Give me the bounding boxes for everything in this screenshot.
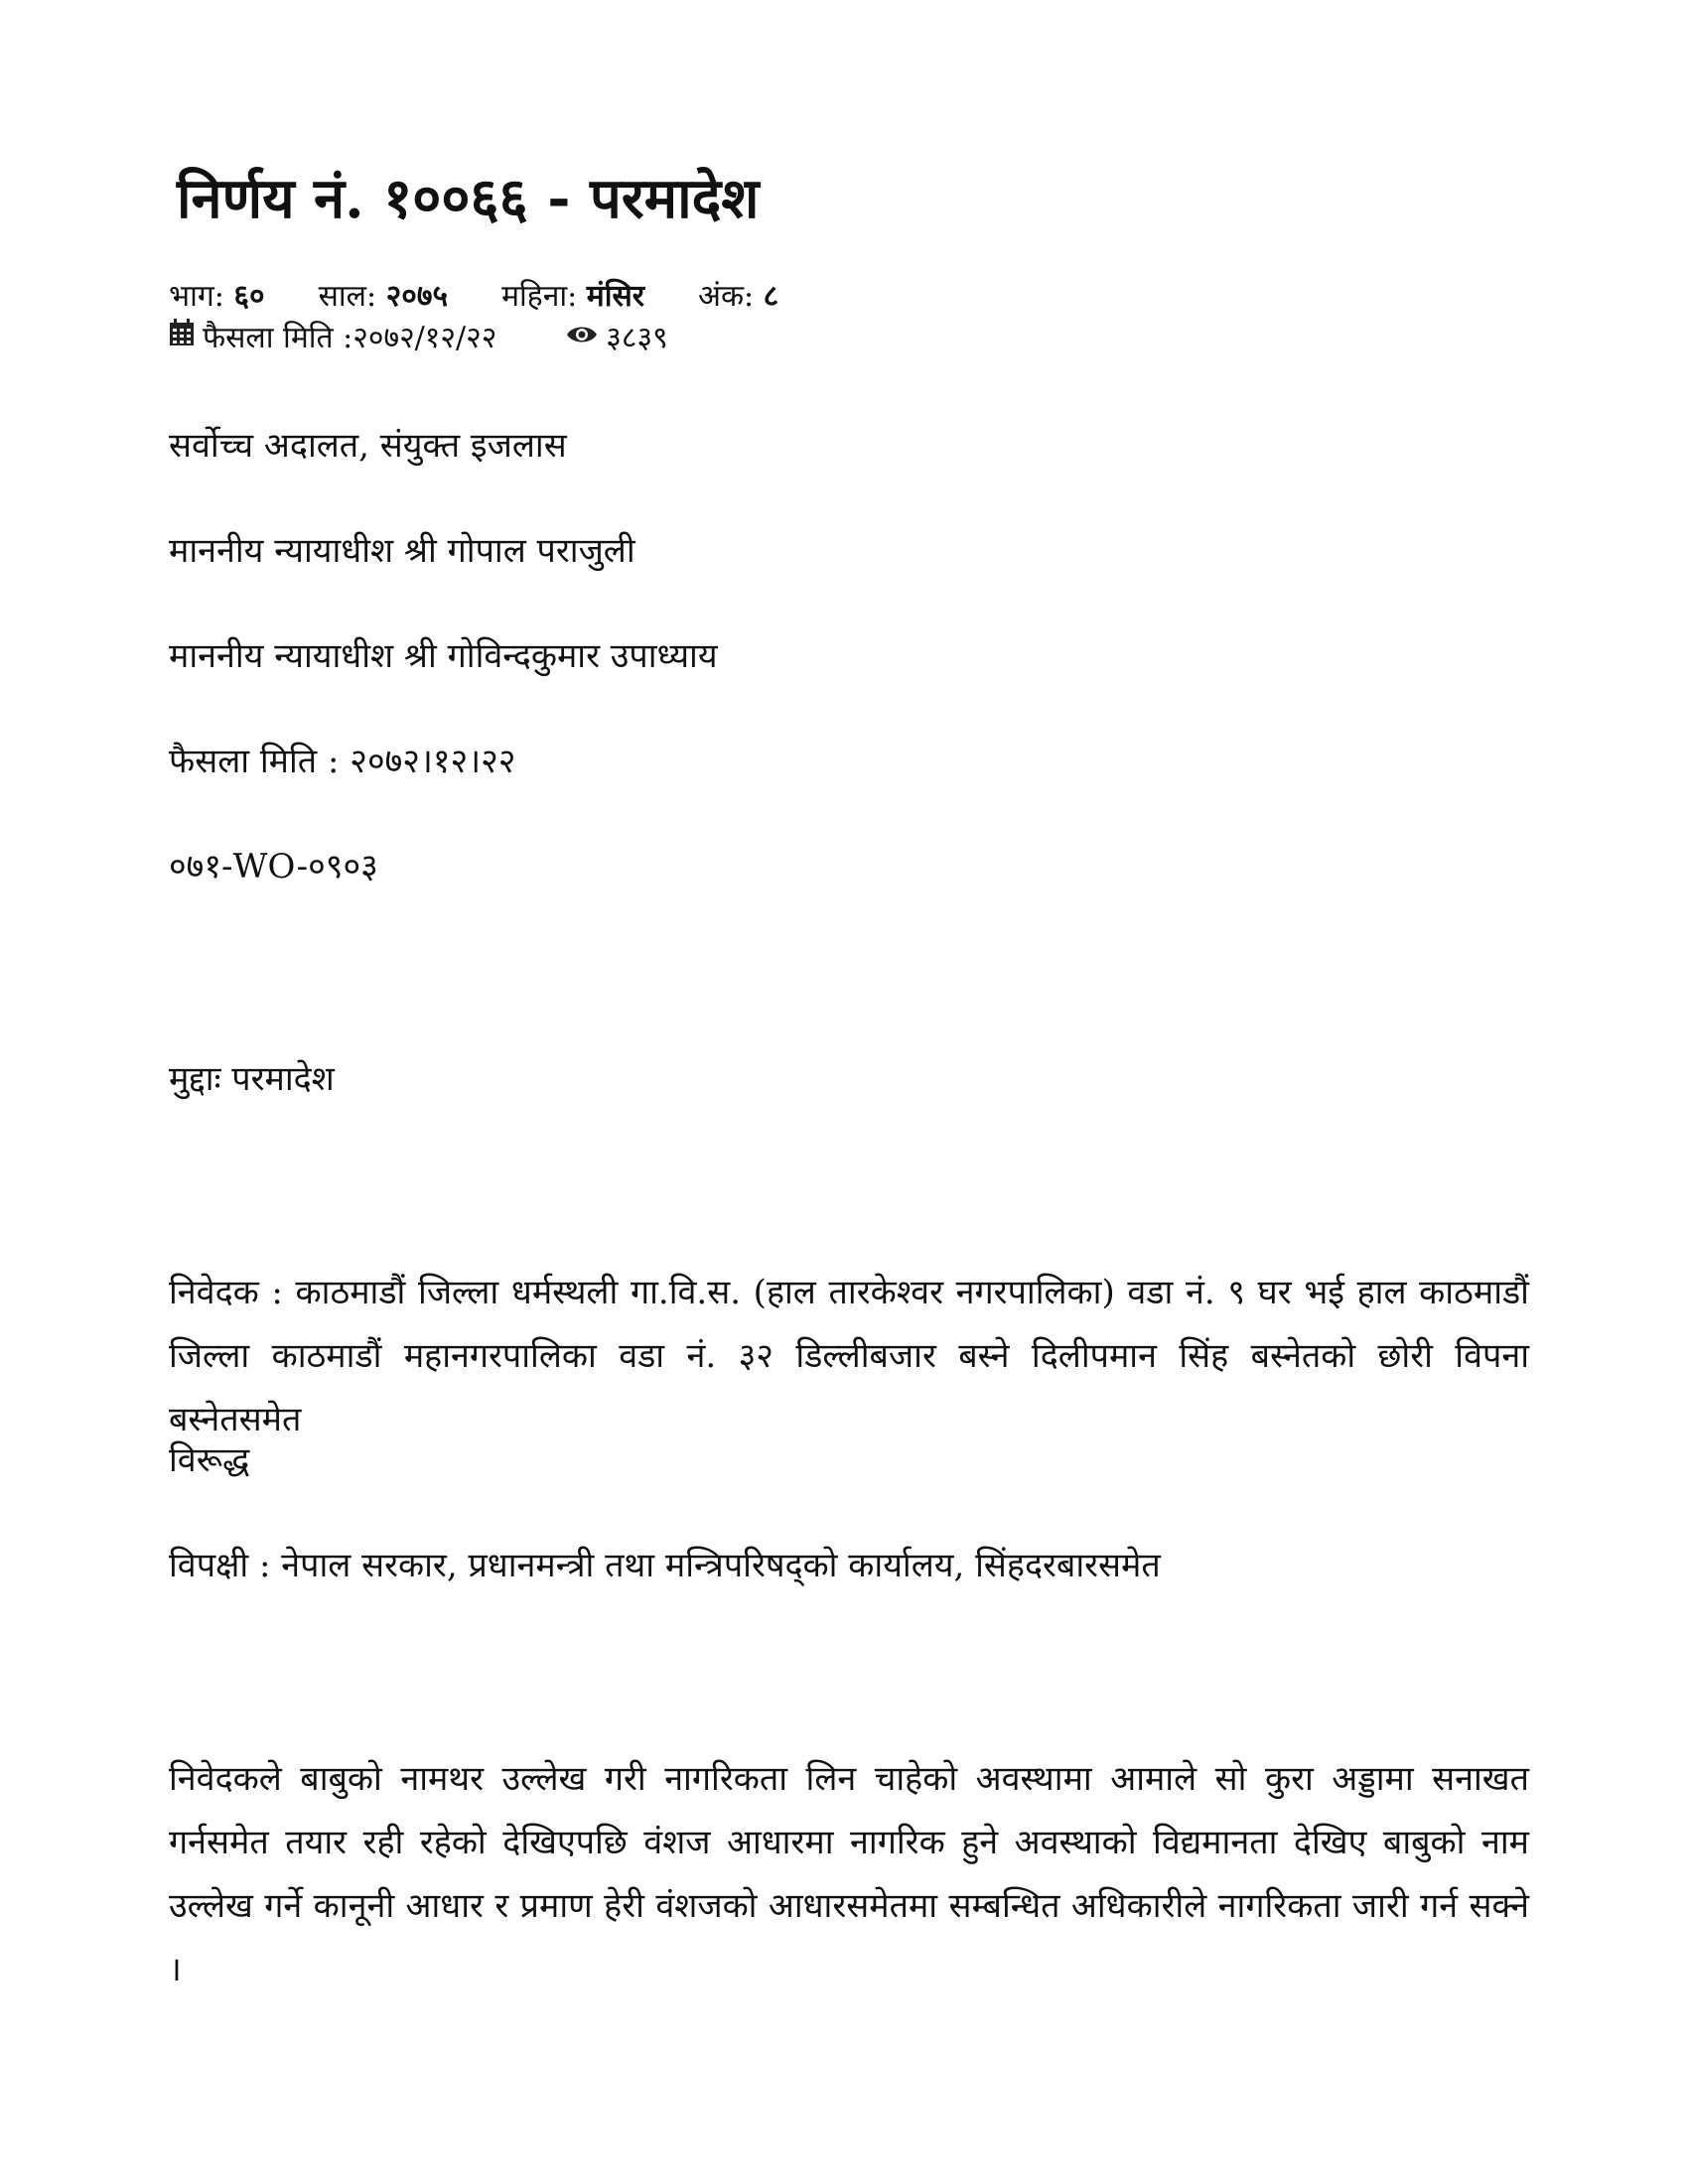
meta-row: [169, 274, 778, 315]
decision-date-line: फैसला मिति : २०७२।१२।२२: [169, 742, 516, 781]
month-label: महिना:: [501, 279, 578, 314]
part-label: भाग:: [169, 279, 224, 314]
year-value: २०७५: [385, 279, 449, 314]
petitioner-paragraph: निवेदक : काठमाडौं जिल्ला धर्मस्थली गा.वि.स. (हाल तारकेश्वर नगरपालिका) वडा नं. ९ घर भई हाल काठमाडौं जिल्ला काठमाडौं महानगरपालिका वडा नं. ३२ डिल्लीबजार बस्ने दिलीपमान सिंह बस्नेतको छोरी विपना बस्नेतसमेत: [169, 1273, 1529, 1439]
versus-label: विरूद्ध: [169, 1440, 250, 1480]
views-meta: [566, 316, 667, 356]
issue-field: [698, 274, 778, 315]
calendar-icon: [169, 319, 195, 354]
case-subject: मुद्दाः परमादेश: [169, 1059, 335, 1099]
case-number: ०७१-WO-०९०३: [169, 847, 378, 887]
month-field: [501, 274, 644, 315]
judge-2: माननीय न्यायाधीश श्री गोविन्दकुमार उपाध्याय: [169, 636, 718, 676]
year-label: साल:: [318, 279, 377, 314]
issue-label: अंक:: [698, 279, 755, 314]
page-title: निर्णय नं. १००६६ - परमादेश: [177, 166, 760, 231]
court-name: सर्वोच्च अदालत, संयुक्त इजलास: [169, 426, 567, 466]
month-value: मंसिर: [586, 279, 645, 314]
views-count: ३८३९: [606, 321, 668, 355]
part-value: ६०: [233, 279, 265, 314]
judge-1: माननीय न्यायाधीश श्री गोपाल पराजुली: [169, 531, 635, 571]
eye-icon: [566, 319, 598, 353]
decision-date-meta: [169, 316, 496, 356]
decision-date-text: फैसला मिति :२०७२/१२/२२: [203, 321, 497, 355]
year-field: [319, 274, 448, 315]
part-field: [169, 274, 265, 315]
meta-row-secondary: [169, 316, 668, 356]
issue-value: ८: [763, 279, 779, 314]
respondent-line: विपक्षी : नेपाल सरकार, प्रधानमन्त्री तथा मन्त्रिपरिषद्को कार्यालय, सिंहदरबारसमेत: [169, 1546, 1161, 1585]
holding-paragraph: निवेदकले बाबुको नामथर उल्लेख गरी नागरिकता लिन चाहेको अवस्थामा आमाले सो कुरा अड्डामा सनाखत गर्नसमेत तयार रही रहेको देखिएपछि वंशज आधारमा नागरिक हुने अवस्थाको विद्यमानता देखिए बाबुको नाम उल्लेख गर्ने कानूनी आधार र प्रमाण हेरी वंशजको आधारसमेतमा सम्बन्धित अधिकारीले नागरिकता जारी गर्न सक्ने ।: [169, 1759, 1529, 1989]
